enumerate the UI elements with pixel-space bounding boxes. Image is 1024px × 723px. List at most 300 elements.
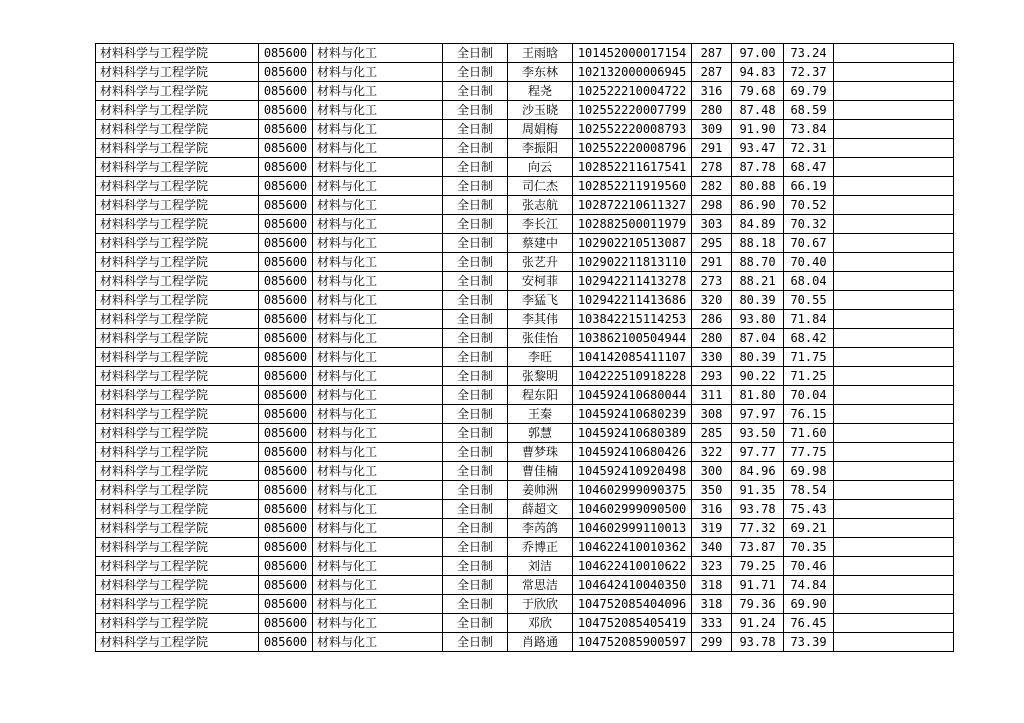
total-score-cell: 75.43 <box>784 500 834 519</box>
major-name-cell: 材料与化工 <box>313 177 443 196</box>
school-cell: 材料科学与工程学院 <box>96 481 259 500</box>
major-name-cell: 材料与化工 <box>313 614 443 633</box>
retest-score-cell: 80.88 <box>732 177 784 196</box>
table-row <box>96 405 954 424</box>
major-code-cell: 085600 <box>259 462 313 481</box>
school-cell: 材料科学与工程学院 <box>96 291 259 310</box>
school-cell: 材料科学与工程学院 <box>96 120 259 139</box>
student-name-cell: 常思洁 <box>508 576 573 595</box>
study-mode-cell: 全日制 <box>443 386 508 405</box>
candidate-id-cell: 104592410680389 <box>573 424 692 443</box>
retest-score-cell: 93.78 <box>732 633 784 652</box>
student-name-cell: 程东阳 <box>508 386 573 405</box>
remark-cell <box>834 272 954 291</box>
major-code-cell: 085600 <box>259 633 313 652</box>
total-score-cell: 71.60 <box>784 424 834 443</box>
major-name-cell: 材料与化工 <box>313 576 443 595</box>
retest-score-cell: 88.21 <box>732 272 784 291</box>
initial-score-cell: 291 <box>692 139 732 158</box>
student-name-cell: 姜帅洲 <box>508 481 573 500</box>
table-row <box>96 291 954 310</box>
candidate-id-cell: 104222510918228 <box>573 367 692 386</box>
retest-score-cell: 91.24 <box>732 614 784 633</box>
major-name-cell: 材料与化工 <box>313 462 443 481</box>
study-mode-cell: 全日制 <box>443 44 508 63</box>
candidate-id-cell: 104602999110013 <box>573 519 692 538</box>
major-name-cell: 材料与化工 <box>313 158 443 177</box>
candidate-id-cell: 102902210513087 <box>573 234 692 253</box>
remark-cell <box>834 310 954 329</box>
initial-score-cell: 333 <box>692 614 732 633</box>
study-mode-cell: 全日制 <box>443 158 508 177</box>
study-mode-cell: 全日制 <box>443 272 508 291</box>
major-code-cell: 085600 <box>259 538 313 557</box>
candidate-id-cell: 102852211919560 <box>573 177 692 196</box>
initial-score-cell: 320 <box>692 291 732 310</box>
table-row <box>96 443 954 462</box>
student-name-cell: 曹佳楠 <box>508 462 573 481</box>
school-cell: 材料科学与工程学院 <box>96 82 259 101</box>
remark-cell <box>834 253 954 272</box>
initial-score-cell: 280 <box>692 101 732 120</box>
candidate-id-cell: 104602999090375 <box>573 481 692 500</box>
candidate-id-cell: 104622410010622 <box>573 557 692 576</box>
study-mode-cell: 全日制 <box>443 291 508 310</box>
table-row <box>96 481 954 500</box>
school-cell: 材料科学与工程学院 <box>96 614 259 633</box>
table-row <box>96 538 954 557</box>
major-code-cell: 085600 <box>259 101 313 120</box>
candidate-id-cell: 102902211813110 <box>573 253 692 272</box>
school-cell: 材料科学与工程学院 <box>96 538 259 557</box>
major-name-cell: 材料与化工 <box>313 329 443 348</box>
student-name-cell: 李振阳 <box>508 139 573 158</box>
major-name-cell: 材料与化工 <box>313 367 443 386</box>
initial-score-cell: 298 <box>692 196 732 215</box>
candidate-id-cell: 102552220007799 <box>573 101 692 120</box>
candidate-id-cell: 104592410920498 <box>573 462 692 481</box>
retest-score-cell: 79.36 <box>732 595 784 614</box>
retest-score-cell: 84.96 <box>732 462 784 481</box>
table-row <box>96 234 954 253</box>
total-score-cell: 70.40 <box>784 253 834 272</box>
student-name-cell: 王雨晗 <box>508 44 573 63</box>
major-name-cell: 材料与化工 <box>313 424 443 443</box>
study-mode-cell: 全日制 <box>443 633 508 652</box>
total-score-cell: 73.84 <box>784 120 834 139</box>
retest-score-cell: 91.35 <box>732 481 784 500</box>
school-cell: 材料科学与工程学院 <box>96 272 259 291</box>
major-code-cell: 085600 <box>259 614 313 633</box>
major-name-cell: 材料与化工 <box>313 196 443 215</box>
major-code-cell: 085600 <box>259 215 313 234</box>
student-name-cell: 张艺升 <box>508 253 573 272</box>
remark-cell <box>834 462 954 481</box>
major-name-cell: 材料与化工 <box>313 44 443 63</box>
candidate-id-cell: 102882500011979 <box>573 215 692 234</box>
school-cell: 材料科学与工程学院 <box>96 139 259 158</box>
retest-score-cell: 90.22 <box>732 367 784 386</box>
major-code-cell: 085600 <box>259 595 313 614</box>
table-row <box>96 557 954 576</box>
student-name-cell: 邓欣 <box>508 614 573 633</box>
school-cell: 材料科学与工程学院 <box>96 367 259 386</box>
candidate-id-cell: 104142085411107 <box>573 348 692 367</box>
candidate-id-cell: 102132000006945 <box>573 63 692 82</box>
table-row <box>96 633 954 652</box>
student-name-cell: 张佳怡 <box>508 329 573 348</box>
study-mode-cell: 全日制 <box>443 348 508 367</box>
retest-score-cell: 77.32 <box>732 519 784 538</box>
total-score-cell: 71.84 <box>784 310 834 329</box>
table-row <box>96 424 954 443</box>
total-score-cell: 73.24 <box>784 44 834 63</box>
major-code-cell: 085600 <box>259 291 313 310</box>
student-name-cell: 张黎明 <box>508 367 573 386</box>
major-code-cell: 085600 <box>259 500 313 519</box>
candidate-id-cell: 104752085404096 <box>573 595 692 614</box>
major-code-cell: 085600 <box>259 196 313 215</box>
school-cell: 材料科学与工程学院 <box>96 234 259 253</box>
study-mode-cell: 全日制 <box>443 405 508 424</box>
initial-score-cell: 318 <box>692 595 732 614</box>
school-cell: 材料科学与工程学院 <box>96 63 259 82</box>
retest-score-cell: 87.48 <box>732 101 784 120</box>
study-mode-cell: 全日制 <box>443 139 508 158</box>
study-mode-cell: 全日制 <box>443 538 508 557</box>
retest-score-cell: 97.97 <box>732 405 784 424</box>
total-score-cell: 71.75 <box>784 348 834 367</box>
total-score-cell: 76.45 <box>784 614 834 633</box>
candidate-id-cell: 103862100504944 <box>573 329 692 348</box>
total-score-cell: 70.52 <box>784 196 834 215</box>
total-score-cell: 66.19 <box>784 177 834 196</box>
study-mode-cell: 全日制 <box>443 424 508 443</box>
table-row <box>96 82 954 101</box>
remark-cell <box>834 481 954 500</box>
study-mode-cell: 全日制 <box>443 519 508 538</box>
study-mode-cell: 全日制 <box>443 82 508 101</box>
initial-score-cell: 287 <box>692 44 732 63</box>
initial-score-cell: 293 <box>692 367 732 386</box>
study-mode-cell: 全日制 <box>443 481 508 500</box>
remark-cell <box>834 215 954 234</box>
total-score-cell: 76.15 <box>784 405 834 424</box>
initial-score-cell: 323 <box>692 557 732 576</box>
study-mode-cell: 全日制 <box>443 215 508 234</box>
school-cell: 材料科学与工程学院 <box>96 405 259 424</box>
table-row <box>96 120 954 139</box>
remark-cell <box>834 139 954 158</box>
initial-score-cell: 286 <box>692 310 732 329</box>
table-row <box>96 253 954 272</box>
candidate-id-cell: 102552220008793 <box>573 120 692 139</box>
school-cell: 材料科学与工程学院 <box>96 595 259 614</box>
retest-score-cell: 93.47 <box>732 139 784 158</box>
table-row <box>96 139 954 158</box>
student-name-cell: 肖路通 <box>508 633 573 652</box>
study-mode-cell: 全日制 <box>443 500 508 519</box>
initial-score-cell: 280 <box>692 329 732 348</box>
table-row <box>96 44 954 63</box>
candidate-id-cell: 104752085405419 <box>573 614 692 633</box>
candidate-id-cell: 104642410040350 <box>573 576 692 595</box>
initial-score-cell: 319 <box>692 519 732 538</box>
school-cell: 材料科学与工程学院 <box>96 253 259 272</box>
retest-score-cell: 88.18 <box>732 234 784 253</box>
school-cell: 材料科学与工程学院 <box>96 386 259 405</box>
retest-score-cell: 87.04 <box>732 329 784 348</box>
remark-cell <box>834 614 954 633</box>
study-mode-cell: 全日制 <box>443 443 508 462</box>
candidate-id-cell: 101452000017154 <box>573 44 692 63</box>
major-name-cell: 材料与化工 <box>313 633 443 652</box>
remark-cell <box>834 424 954 443</box>
candidate-id-cell: 102872210611327 <box>573 196 692 215</box>
major-name-cell: 材料与化工 <box>313 82 443 101</box>
total-score-cell: 71.25 <box>784 367 834 386</box>
retest-score-cell: 81.80 <box>732 386 784 405</box>
candidate-id-cell: 104592410680426 <box>573 443 692 462</box>
study-mode-cell: 全日制 <box>443 177 508 196</box>
major-name-cell: 材料与化工 <box>313 310 443 329</box>
major-code-cell: 085600 <box>259 234 313 253</box>
study-mode-cell: 全日制 <box>443 614 508 633</box>
table-row <box>96 215 954 234</box>
total-score-cell: 70.32 <box>784 215 834 234</box>
table-row <box>96 196 954 215</box>
remark-cell <box>834 405 954 424</box>
major-name-cell: 材料与化工 <box>313 348 443 367</box>
student-name-cell: 李长江 <box>508 215 573 234</box>
student-name-cell: 李猛飞 <box>508 291 573 310</box>
total-score-cell: 78.54 <box>784 481 834 500</box>
student-name-cell: 王秦 <box>508 405 573 424</box>
study-mode-cell: 全日制 <box>443 310 508 329</box>
table-row <box>96 576 954 595</box>
school-cell: 材料科学与工程学院 <box>96 101 259 120</box>
remark-cell <box>834 120 954 139</box>
total-score-cell: 69.21 <box>784 519 834 538</box>
school-cell: 材料科学与工程学院 <box>96 348 259 367</box>
remark-cell <box>834 101 954 120</box>
school-cell: 材料科学与工程学院 <box>96 44 259 63</box>
initial-score-cell: 350 <box>692 481 732 500</box>
initial-score-cell: 300 <box>692 462 732 481</box>
candidate-id-cell: 104622410010362 <box>573 538 692 557</box>
retest-score-cell: 97.77 <box>732 443 784 462</box>
table-row <box>96 462 954 481</box>
school-cell: 材料科学与工程学院 <box>96 500 259 519</box>
major-code-cell: 085600 <box>259 519 313 538</box>
retest-score-cell: 93.50 <box>732 424 784 443</box>
table-row <box>96 386 954 405</box>
major-code-cell: 085600 <box>259 557 313 576</box>
major-name-cell: 材料与化工 <box>313 481 443 500</box>
major-code-cell: 085600 <box>259 158 313 177</box>
major-code-cell: 085600 <box>259 44 313 63</box>
remark-cell <box>834 348 954 367</box>
study-mode-cell: 全日制 <box>443 101 508 120</box>
remark-cell <box>834 44 954 63</box>
initial-score-cell: 316 <box>692 82 732 101</box>
total-score-cell: 69.98 <box>784 462 834 481</box>
school-cell: 材料科学与工程学院 <box>96 633 259 652</box>
school-cell: 材料科学与工程学院 <box>96 424 259 443</box>
school-cell: 材料科学与工程学院 <box>96 196 259 215</box>
major-code-cell: 085600 <box>259 310 313 329</box>
major-code-cell: 085600 <box>259 481 313 500</box>
study-mode-cell: 全日制 <box>443 63 508 82</box>
student-name-cell: 曹梦珠 <box>508 443 573 462</box>
admission-table <box>95 43 954 652</box>
retest-score-cell: 94.83 <box>732 63 784 82</box>
student-name-cell: 蔡建中 <box>508 234 573 253</box>
total-score-cell: 70.46 <box>784 557 834 576</box>
total-score-cell: 74.84 <box>784 576 834 595</box>
retest-score-cell: 91.90 <box>732 120 784 139</box>
major-name-cell: 材料与化工 <box>313 101 443 120</box>
study-mode-cell: 全日制 <box>443 196 508 215</box>
major-code-cell: 085600 <box>259 177 313 196</box>
remark-cell <box>834 633 954 652</box>
candidate-id-cell: 104752085900597 <box>573 633 692 652</box>
remark-cell <box>834 557 954 576</box>
major-name-cell: 材料与化工 <box>313 272 443 291</box>
study-mode-cell: 全日制 <box>443 253 508 272</box>
study-mode-cell: 全日制 <box>443 595 508 614</box>
table-row <box>96 177 954 196</box>
table-row <box>96 272 954 291</box>
major-name-cell: 材料与化工 <box>313 120 443 139</box>
remark-cell <box>834 196 954 215</box>
initial-score-cell: 322 <box>692 443 732 462</box>
major-code-cell: 085600 <box>259 576 313 595</box>
school-cell: 材料科学与工程学院 <box>96 177 259 196</box>
table-row <box>96 101 954 120</box>
school-cell: 材料科学与工程学院 <box>96 158 259 177</box>
table-row <box>96 367 954 386</box>
major-code-cell: 085600 <box>259 386 313 405</box>
initial-score-cell: 318 <box>692 576 732 595</box>
student-name-cell: 刘洁 <box>508 557 573 576</box>
total-score-cell: 68.04 <box>784 272 834 291</box>
initial-score-cell: 303 <box>692 215 732 234</box>
total-score-cell: 70.55 <box>784 291 834 310</box>
student-name-cell: 程尧 <box>508 82 573 101</box>
school-cell: 材料科学与工程学院 <box>96 310 259 329</box>
study-mode-cell: 全日制 <box>443 120 508 139</box>
candidate-id-cell: 102852211617541 <box>573 158 692 177</box>
study-mode-cell: 全日制 <box>443 234 508 253</box>
total-score-cell: 72.37 <box>784 63 834 82</box>
retest-score-cell: 93.78 <box>732 500 784 519</box>
initial-score-cell: 330 <box>692 348 732 367</box>
school-cell: 材料科学与工程学院 <box>96 215 259 234</box>
candidate-id-cell: 102942211413278 <box>573 272 692 291</box>
initial-score-cell: 308 <box>692 405 732 424</box>
total-score-cell: 68.47 <box>784 158 834 177</box>
total-score-cell: 69.90 <box>784 595 834 614</box>
student-name-cell: 张志航 <box>508 196 573 215</box>
study-mode-cell: 全日制 <box>443 367 508 386</box>
study-mode-cell: 全日制 <box>443 329 508 348</box>
major-code-cell: 085600 <box>259 367 313 386</box>
candidate-id-cell: 102942211413686 <box>573 291 692 310</box>
student-name-cell: 李芮鸽 <box>508 519 573 538</box>
major-name-cell: 材料与化工 <box>313 291 443 310</box>
major-name-cell: 材料与化工 <box>313 500 443 519</box>
student-name-cell: 薛超文 <box>508 500 573 519</box>
remark-cell <box>834 158 954 177</box>
candidate-id-cell: 102522210004722 <box>573 82 692 101</box>
major-code-cell: 085600 <box>259 82 313 101</box>
student-name-cell: 李其伟 <box>508 310 573 329</box>
major-name-cell: 材料与化工 <box>313 519 443 538</box>
table-body <box>96 44 954 652</box>
retest-score-cell: 93.80 <box>732 310 784 329</box>
major-name-cell: 材料与化工 <box>313 405 443 424</box>
school-cell: 材料科学与工程学院 <box>96 557 259 576</box>
initial-score-cell: 316 <box>692 500 732 519</box>
major-name-cell: 材料与化工 <box>313 234 443 253</box>
total-score-cell: 70.67 <box>784 234 834 253</box>
major-name-cell: 材料与化工 <box>313 63 443 82</box>
remark-cell <box>834 386 954 405</box>
major-code-cell: 085600 <box>259 272 313 291</box>
remark-cell <box>834 595 954 614</box>
initial-score-cell: 295 <box>692 234 732 253</box>
initial-score-cell: 278 <box>692 158 732 177</box>
initial-score-cell: 287 <box>692 63 732 82</box>
retest-score-cell: 84.89 <box>732 215 784 234</box>
remark-cell <box>834 443 954 462</box>
retest-score-cell: 80.39 <box>732 291 784 310</box>
total-score-cell: 69.79 <box>784 82 834 101</box>
major-name-cell: 材料与化工 <box>313 595 443 614</box>
major-name-cell: 材料与化工 <box>313 443 443 462</box>
major-name-cell: 材料与化工 <box>313 139 443 158</box>
retest-score-cell: 97.00 <box>732 44 784 63</box>
school-cell: 材料科学与工程学院 <box>96 329 259 348</box>
total-score-cell: 73.39 <box>784 633 834 652</box>
remark-cell <box>834 519 954 538</box>
retest-score-cell: 80.39 <box>732 348 784 367</box>
remark-cell <box>834 329 954 348</box>
table-row <box>96 614 954 633</box>
initial-score-cell: 282 <box>692 177 732 196</box>
school-cell: 材料科学与工程学院 <box>96 462 259 481</box>
school-cell: 材料科学与工程学院 <box>96 519 259 538</box>
major-name-cell: 材料与化工 <box>313 253 443 272</box>
initial-score-cell: 311 <box>692 386 732 405</box>
retest-score-cell: 88.70 <box>732 253 784 272</box>
remark-cell <box>834 63 954 82</box>
initial-score-cell: 273 <box>692 272 732 291</box>
major-name-cell: 材料与化工 <box>313 557 443 576</box>
initial-score-cell: 291 <box>692 253 732 272</box>
table-row <box>96 158 954 177</box>
total-score-cell: 77.75 <box>784 443 834 462</box>
initial-score-cell: 285 <box>692 424 732 443</box>
table-row <box>96 329 954 348</box>
major-name-cell: 材料与化工 <box>313 386 443 405</box>
candidate-id-cell: 103842215114253 <box>573 310 692 329</box>
retest-score-cell: 79.68 <box>732 82 784 101</box>
student-name-cell: 李旺 <box>508 348 573 367</box>
major-code-cell: 085600 <box>259 424 313 443</box>
retest-score-cell: 91.71 <box>732 576 784 595</box>
